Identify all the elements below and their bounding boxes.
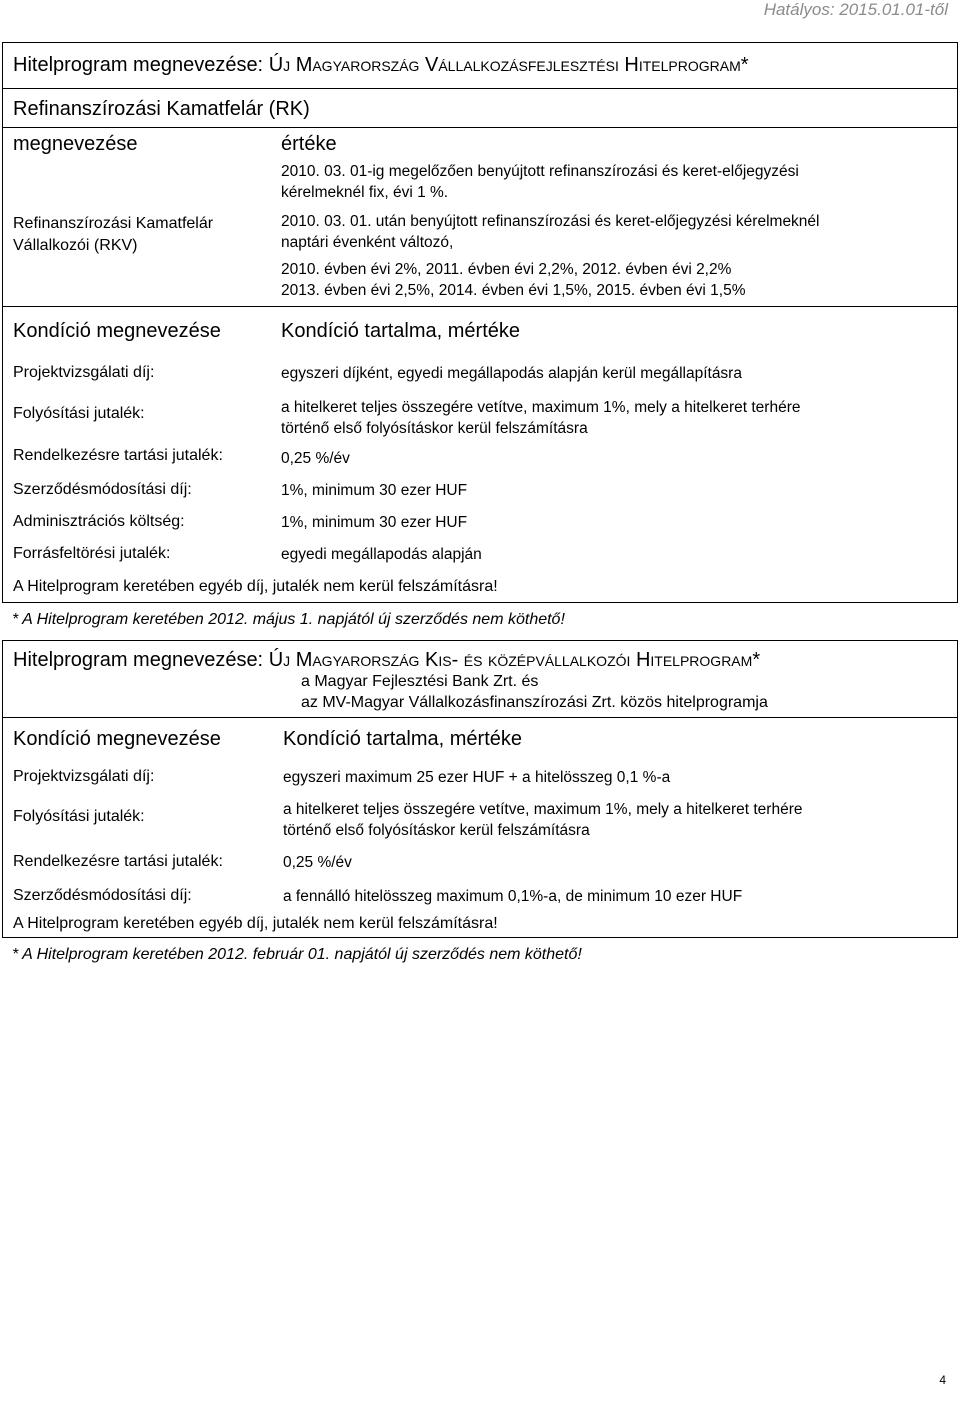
program1-footer: A Hitelprogram keretében egyéb díj, jutalék nem kerül felszámításra!: [13, 578, 498, 595]
cond-label: Rendelkezésre tartási jutalék:: [13, 447, 223, 464]
cond-value: egyszeri maximum 25 ezer HUF + a hitelösszeg 0,1 %-a: [283, 769, 671, 786]
program1-note: * A Hitelprogram keretében 2012. május 1. napjától új szerződés nem köthető!: [12, 611, 565, 628]
program2-subtitle-1: a Magyar Fejlesztési Bank Zrt. és: [301, 673, 539, 690]
program1-title: Hitelprogram megnevezése: Új Magyarország Vállalkozásfejlesztési Hitelprogram*: [13, 54, 749, 76]
valid-from-header: Hatályos: 2015.01.01-től: [763, 0, 948, 19]
page-number: 4: [939, 1373, 946, 1387]
col-name-heading: megnevezése: [13, 133, 138, 155]
cond-head-right: Kondíció tartalma, mértéke: [283, 728, 522, 750]
cond-value: a fennálló hitelösszeg maximum 0,1%-a, de minimum 10 ezer HUF: [283, 888, 743, 905]
col-value-heading: értéke: [281, 133, 337, 155]
cond-value: a hitelkeret teljes összegére vetítve, maximum 1%, mely a hitelkeret terhére történő első folyósításkor kerül felszámításra: [281, 399, 801, 437]
rk-heading: Refinanszírozási Kamatfelár (RK): [13, 98, 310, 120]
cond-label: Folyósítási jutalék:: [13, 405, 145, 422]
cond-label: Adminisztrációs költség:: [13, 513, 185, 530]
cond-label: Rendelkezésre tartási jutalék:: [13, 853, 223, 870]
cond-label: Szerződésmódosítási díj:: [13, 887, 192, 904]
rkv-label: Refinanszírozási Kamatfelár Vállalkozói (RKV): [13, 215, 214, 254]
cond-value: a hitelkeret teljes összegére vetítve, maximum 1%, mely a hitelkeret terhére történő első folyósításkor kerül felszámításra: [283, 801, 803, 839]
program2-name: Új Magyarország Kis- és középvállalkozói Hitelprogram: [268, 649, 753, 671]
program2-footer: A Hitelprogram keretében egyéb díj, jutalék nem kerül felszámításra!: [13, 915, 498, 932]
cond-label: Projektvizsgálati díj:: [13, 364, 155, 381]
cond-label: Projektvizsgálati díj:: [13, 768, 155, 785]
rkv-values: 2010. 03. 01-ig megelőzően benyújtott refinanszírozási és keret-előjegyzési kérelmeknél fix, évi 1 %. 2010. 03. 01. után benyújtott refinanszírozási és keret-előjegyzési kérelmeknél naptári évenként változó, 2010. évben évi 2%, 2011. évben évi 2,2%, 2012. évben évi 2,2% 2013. évben évi 2,5%, 2014. évben évi 1,5%, 2015. évben évi 1,5%: [281, 163, 820, 299]
program2-note: * A Hitelprogram keretében 2012. február 01. napjától új szerződés nem köthető!: [12, 946, 582, 963]
cond-value: 1%, minimum 30 ezer HUF: [281, 482, 468, 499]
cond-head-right: Kondíció tartalma, mértéke: [281, 320, 520, 342]
program1-box: [2, 42, 958, 603]
cond-value: 1%, minimum 30 ezer HUF: [281, 514, 468, 531]
cond-value: egyszeri díjként, egyedi megállapodás alapján kerül megállapításra: [281, 365, 742, 382]
cond-value: egyedi megállapodás alapján: [281, 546, 482, 563]
cond-head-left: Kondíció megnevezése: [13, 728, 221, 750]
program2-subtitle-2: az MV-Magyar Vállalkozásfinanszírozási Zrt. közös hitelprogramja: [301, 694, 768, 711]
cond-label: Folyósítási jutalék:: [13, 808, 145, 825]
program2-title: Hitelprogram megnevezése: Új Magyarország Kis- és középvállalkozói Hitelprogram*: [13, 649, 761, 671]
cond-value: 0,25 %/év: [281, 450, 350, 467]
program1-name: Új Magyarország Vállalkozásfejlesztési Hitelprogram: [268, 54, 741, 76]
cond-head-left: Kondíció megnevezése: [13, 320, 221, 342]
cond-label: Forrásfeltörési jutalék:: [13, 545, 171, 562]
program2-box: [2, 640, 958, 938]
cond-label: Szerződésmódosítási díj:: [13, 481, 192, 498]
cond-value: 0,25 %/év: [283, 854, 352, 871]
